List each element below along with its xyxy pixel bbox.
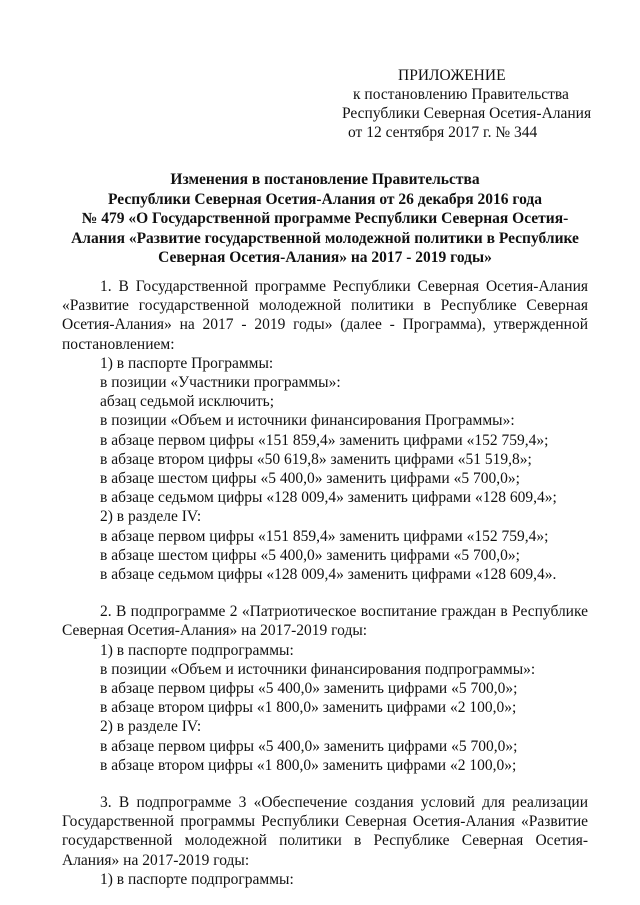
section-1-line: 2) в разделе IV: bbox=[100, 508, 202, 526]
document-body bbox=[62, 277, 588, 889]
section-1-line: в абзаце шестом цифры «5 400,0» заменить цифрами «5 700,0»; bbox=[100, 470, 520, 488]
section-1-line: в абзаце седьмом цифры «128 009,4» заменить цифрами «128 609,4»; bbox=[100, 489, 557, 507]
section-1-line: в абзаце первом цифры «151 859,4» заменить цифрами «152 759,4»; bbox=[100, 527, 549, 545]
section-2-intro: 2. В подпрограмме 2 «Патриотическое воспитание граждан в Республике Северная Осетия-Алания» на 2017-2019 годы: bbox=[62, 603, 588, 640]
section-1-line: 1) в паспорте Программы: bbox=[100, 354, 274, 372]
section-1-line: в абзаце втором цифры «50 619,8» заменить цифрами «51 519,8»; bbox=[100, 450, 532, 468]
section-2-line: в позиции «Объем и источники финансирования подпрограммы»: bbox=[100, 660, 536, 678]
heading-line: Изменения в постановление Правительства bbox=[170, 171, 480, 188]
section-1-line: в позиции «Участники программы»: bbox=[100, 374, 341, 392]
section-3-line: 1) в паспорте подпрограммы: bbox=[100, 870, 294, 888]
section-1-line: в позиции «Объем и источники финансирования Программы»: bbox=[100, 412, 515, 430]
appendix-line-1: к постановлению Правительства bbox=[353, 86, 569, 103]
section-1-line: в абзаце седьмом цифры «128 009,4» заменить цифрами «128 609,4». bbox=[100, 566, 557, 584]
section-1-line: абзац седьмой исключить; bbox=[100, 393, 275, 411]
section-1-line: в абзаце шестом цифры «5 400,0» заменить цифрами «5 700,0»; bbox=[100, 546, 520, 564]
section-2-line: 1) в паспорте подпрограммы: bbox=[100, 641, 294, 659]
heading-line: Республики Северная Осетия-Алания от 26 декабря 2016 года bbox=[108, 190, 542, 208]
paragraph-gap bbox=[62, 775, 588, 793]
section-2-line: 2) в разделе IV: bbox=[100, 718, 202, 736]
heading-line: Алания «Развитие государственной молодежной политики в Республике bbox=[71, 229, 579, 247]
section-1-intro: 1. В Государственной программе Республики Северная Осетия-Алания «Развитие государственной молодежной политики в Республике Северная Осетия-Алания» на 2017 - 2019 годы» (далее - Программа), утвержденной постановлением: bbox=[62, 278, 588, 353]
section-2-line: в абзаце втором цифры «1 800,0» заменить цифрами «2 100,0»; bbox=[100, 756, 517, 774]
section-2-line: в абзаце первом цифры «5 400,0» заменить цифрами «5 700,0»; bbox=[100, 680, 518, 698]
section-2-line: в абзаце первом цифры «5 400,0» заменить цифрами «5 700,0»; bbox=[100, 737, 518, 755]
section-3-intro: 3. В подпрограмме 3 «Обеспечение создания условий для реализации Государственной программы Республики Северная Осетия-Алания «Развитие государственной молодежной политики в Республике Северная Осетия-Алания» на 2017-2019 годы: bbox=[62, 794, 588, 869]
appendix-line-3: от 12 сентября 2017 г. № 344 bbox=[348, 124, 538, 141]
paragraph-gap bbox=[62, 584, 588, 602]
section-2-line: в абзаце втором цифры «1 800,0» заменить цифрами «2 100,0»; bbox=[100, 699, 517, 717]
appendix-title: ПРИЛОЖЕНИЕ bbox=[398, 67, 506, 84]
appendix-line-2: Республики Северная Осетия-Алания bbox=[342, 105, 592, 122]
heading-line: Северная Осетия-Алания» на 2017 - 2019 годы» bbox=[158, 249, 492, 266]
document-heading bbox=[62, 170, 588, 268]
section-1-line: в абзаце первом цифры «151 859,4» заменить цифрами «152 759,4»; bbox=[100, 431, 549, 449]
heading-line: № 479 «О Государственной программе Республики Северная Осетия- bbox=[81, 210, 569, 227]
appendix-block bbox=[342, 66, 602, 142]
